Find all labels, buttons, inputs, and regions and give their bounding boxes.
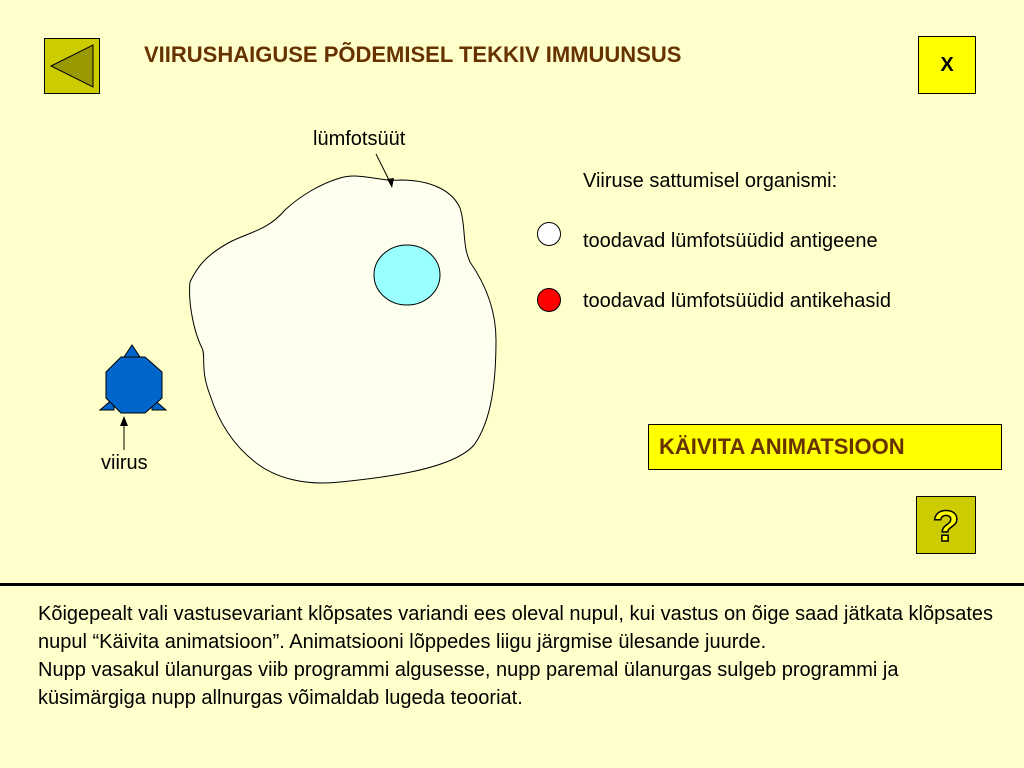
lymphocyte-cell	[190, 176, 496, 483]
instructions-paragraph-2: Nupp vasakul ülanurgas viib programmi algusesse, nupp paremal ülanurgas sulgeb programmi ja küsimärgiga nupp allnurgas võimaldab lugeda teooriat.	[38, 659, 899, 709]
instructions	[38, 600, 998, 712]
question-intro: Viiruse sattumisel organismi:	[583, 170, 838, 192]
start-animation-button[interactable]: KÄIVITA ANIMATSIOON	[648, 424, 1002, 470]
lymphocyte-label: lümfotsüüt	[313, 128, 406, 150]
option-1-label: toodavad lümfotsüüdid antigeene	[583, 230, 878, 252]
nucleus	[374, 245, 440, 305]
option-1-button[interactable]	[537, 222, 561, 246]
virus-label: viirus	[101, 452, 148, 474]
instructions-paragraph-1: Kõigepealt vali vastusevariant klõpsates variandi ees oleval nupul, kui vastus on õige saad jätkata klõpsates nupul “Käivita animatsioon”. Animatsiooni lõppedes liigu järgmise ülesande juurde.	[38, 603, 994, 653]
question-mark-icon	[917, 497, 975, 553]
divider	[0, 583, 1024, 586]
virus-shape	[100, 345, 166, 413]
page-title: VIIRUSHAIGUSE PÕDEMISEL TEKKIV IMMUUNSUS	[144, 42, 682, 67]
option-2-label: toodavad lümfotsüüdid antikehasid	[583, 290, 891, 312]
help-button[interactable]	[916, 496, 976, 554]
option-2-button[interactable]	[537, 288, 561, 312]
svg-text:?: ?	[932, 502, 960, 551]
close-button[interactable]: X	[918, 36, 976, 94]
